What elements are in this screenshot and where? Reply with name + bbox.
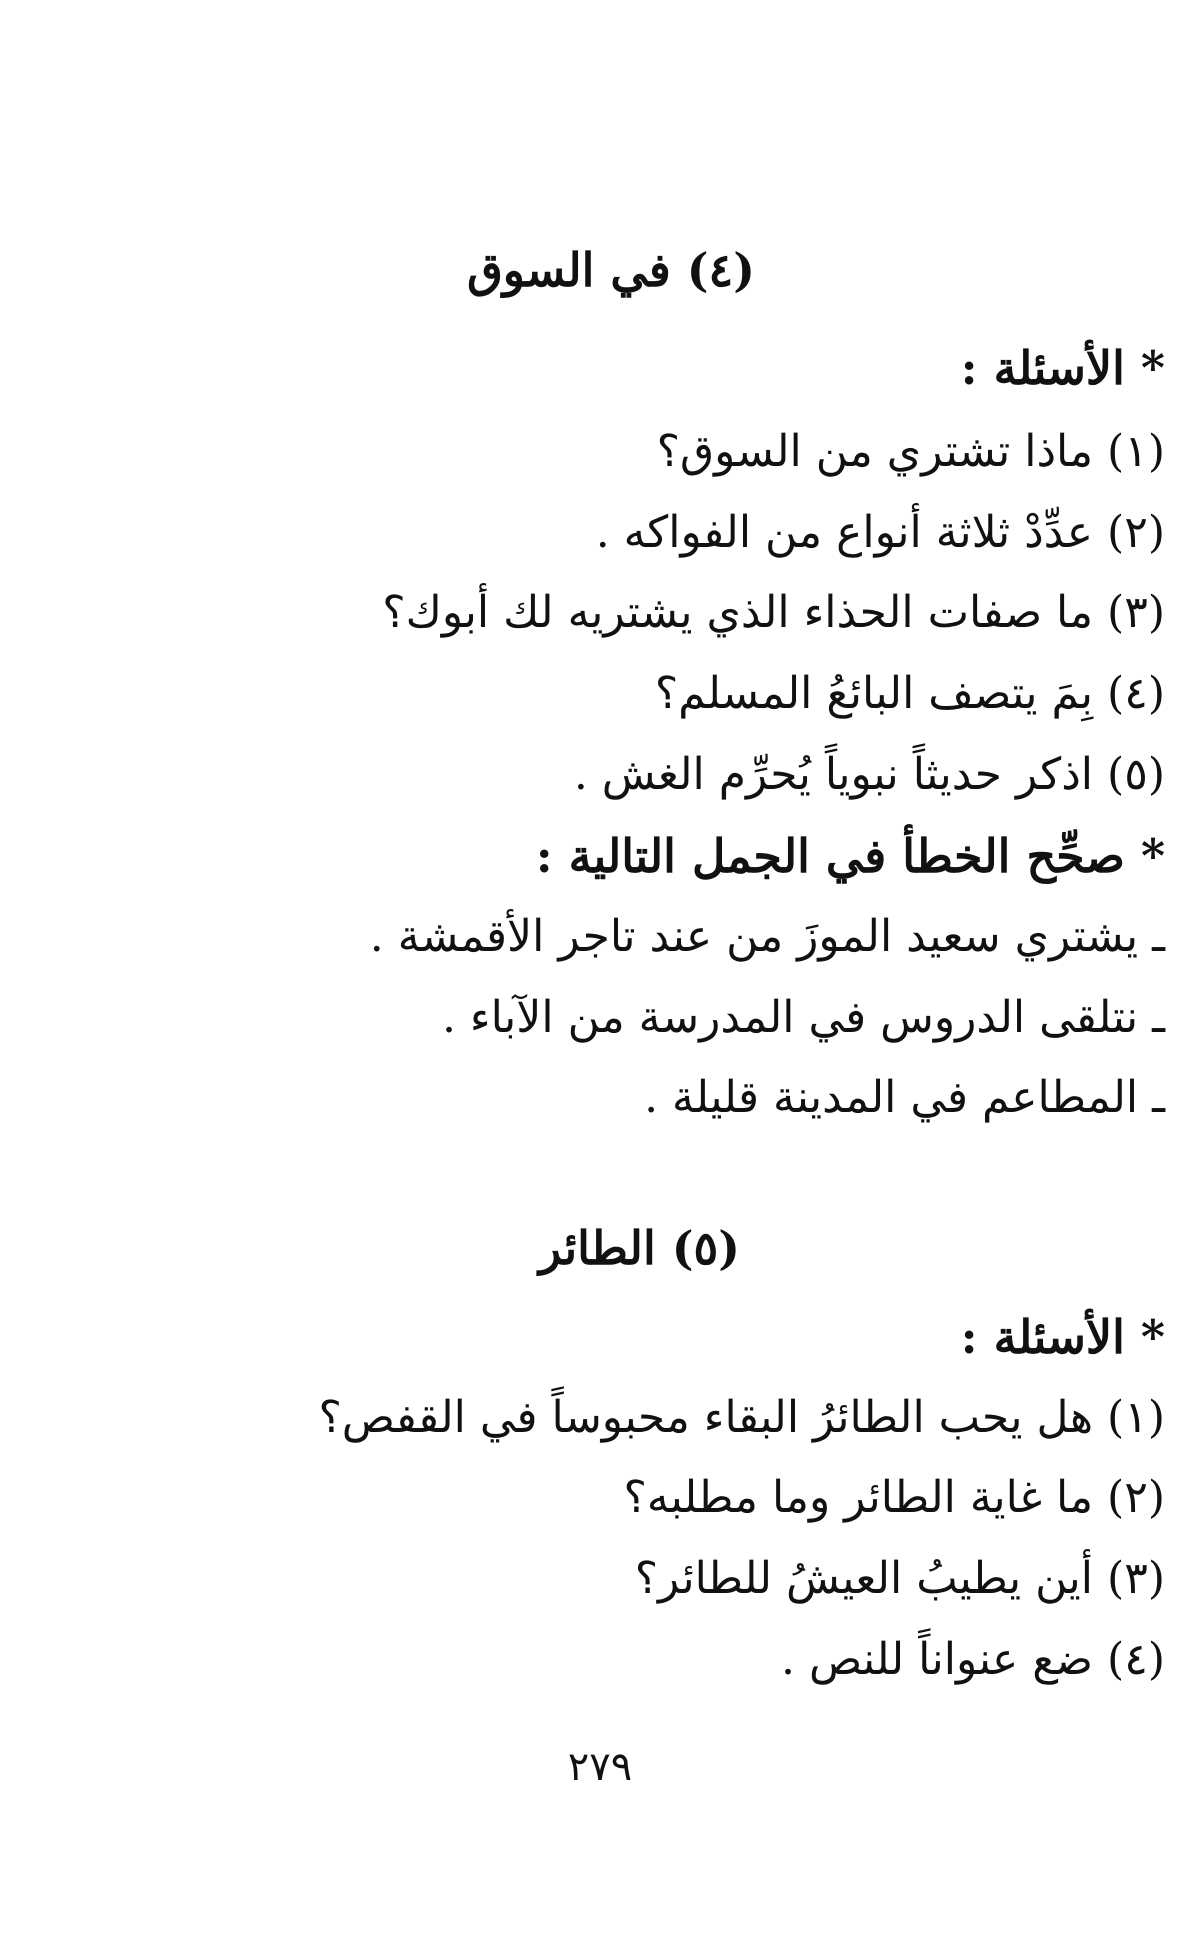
- question-item: (٣) أين يطيبُ العيشُ للطائر؟: [634, 1553, 1165, 1604]
- question-item: (٢) عدِّدْ ثلاثة أنواع من الفواكه .: [595, 507, 1165, 558]
- question-item: (٤) ضع عنواناً للنص .: [781, 1634, 1165, 1685]
- correction-header: * صحِّح الخطأ في الجمل التالية :: [535, 829, 1165, 883]
- correction-item: ـ المطاعم في المدينة قليلة .: [644, 1072, 1165, 1123]
- question-item: (٤) بِمَ يتصف البائعُ المسلم؟: [654, 668, 1165, 719]
- correction-item: ـ يشتري سعيد الموزَ من عند تاجر الأقمشة .: [369, 911, 1165, 962]
- question-item: (١) ماذا تشتري من السوق؟: [656, 426, 1165, 477]
- question-item: (٥) اذكر حديثاً نبوياً يُحرِّم الغش .: [573, 749, 1165, 800]
- question-item: (٣) ما صفات الحذاء الذي يشتريه لك أبوك؟: [382, 587, 1165, 638]
- question-item: (١) هل يحب الطائرُ البقاء محبوساً في القفص؟: [318, 1392, 1165, 1443]
- questions-header: * الأسئلة :: [960, 1310, 1165, 1364]
- correction-item: ـ نتلقى الدروس في المدرسة من الآباء .: [441, 992, 1165, 1043]
- page-number: ٢٧٩: [567, 1744, 633, 1790]
- section-title-bird: (٥) الطائر: [539, 1221, 740, 1275]
- questions-header: * الأسئلة :: [960, 341, 1165, 395]
- section-title-market: (٤) في السوق: [467, 243, 755, 297]
- question-item: (٢) ما غاية الطائر وما مطلبه؟: [623, 1472, 1165, 1523]
